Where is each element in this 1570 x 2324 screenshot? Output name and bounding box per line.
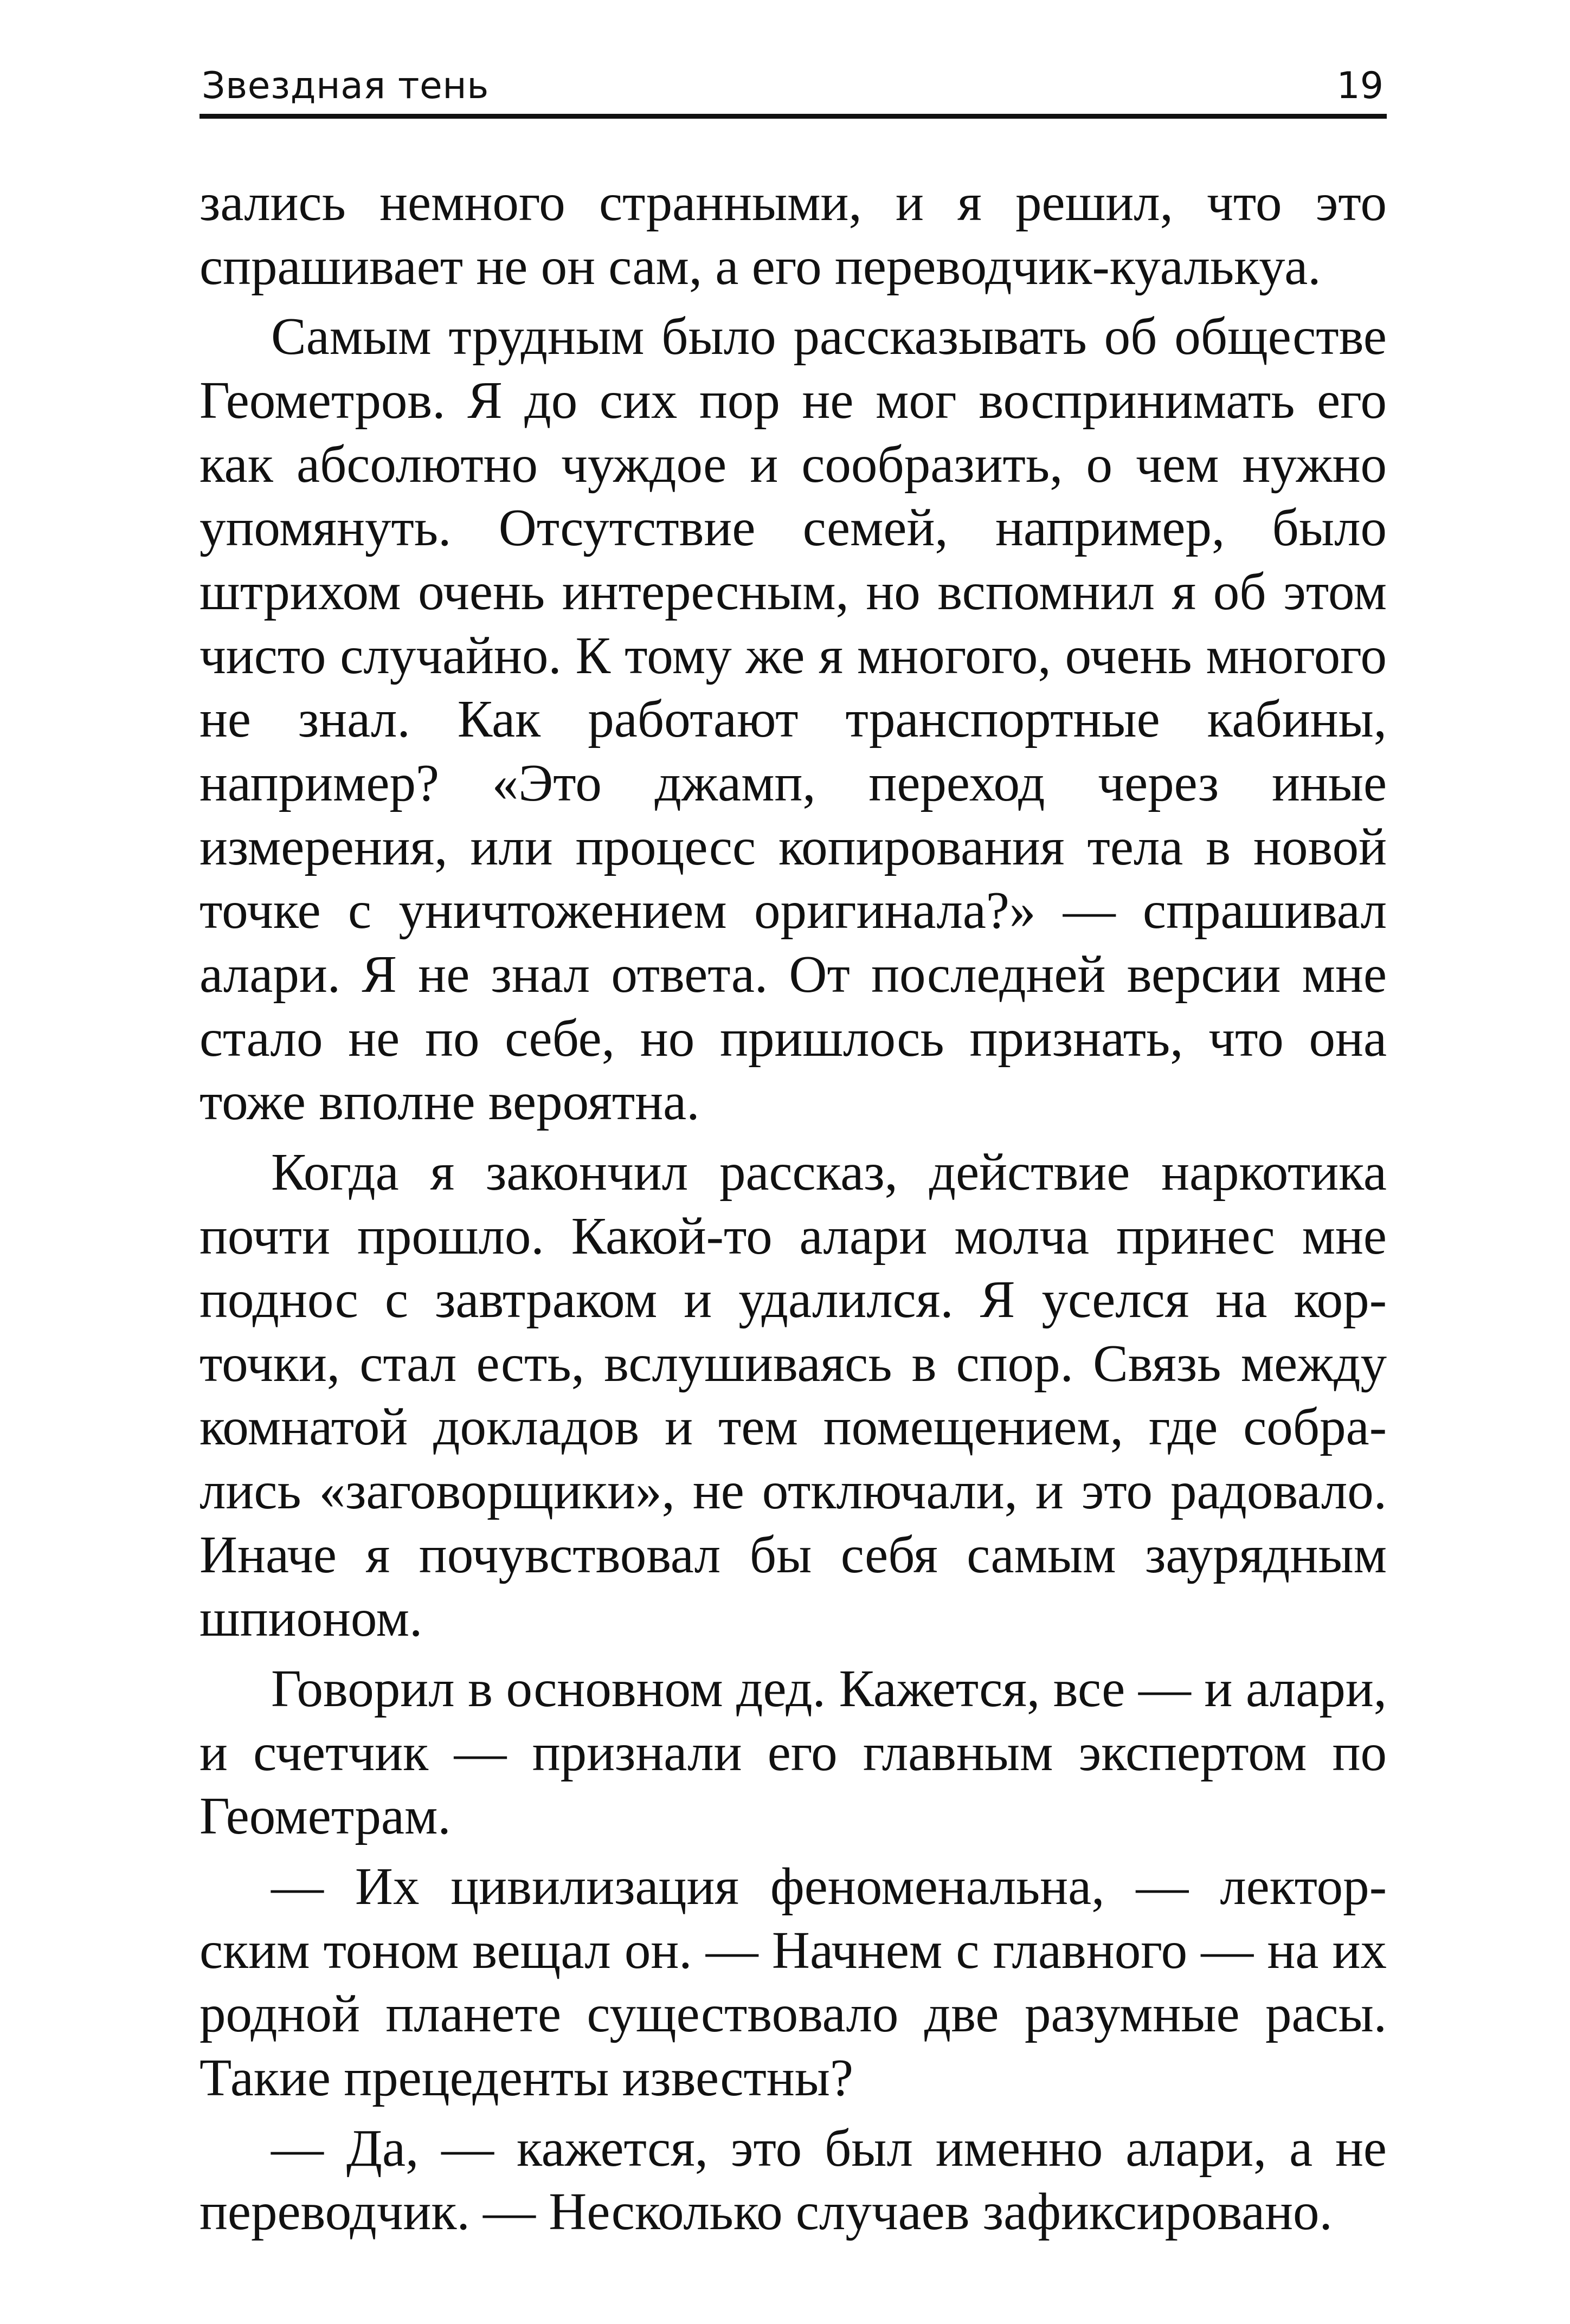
running-header	[200, 54, 1387, 119]
paragraph: — Их цивилизация феноменальна, — лекторским тоном вещал он. — Начнем с главного — на их родной планете существовало две разумные расы. Такие прецеденты известны?	[200, 1857, 1387, 2107]
book-title: Звездная тень	[202, 64, 489, 107]
paragraph: Когда я закончил рассказ, действие наркотика почти прошло. Какой-то алари молча принес мне поднос с завтраком и удалился. Я уселся на корточки, стал есть, вслушиваясь в спор. Связь между комнатой докладов и тем помещением, где собрались «заговорщики», не отключали, и это радовало. Иначе я почувствовал бы себя самым заурядным шпионом.	[200, 1142, 1387, 1648]
page-number: 19	[1336, 64, 1384, 107]
paragraph: Говорил в основном дед. Кажется, все — и алари, и счетчик — признали его главным экспертом по Геометрам.	[200, 1660, 1387, 1845]
body-text	[200, 171, 1387, 2244]
paragraph: Самым трудным было рассказывать об обществе Геометров. Я до сих пор не мог воспринимать его как абсолютно чуждое и сообразить, о чем нужно упомянуть. Отсутствие семей, например, было штрихом очень интересным, но вспомнил я об этом чисто случайно. К тому же я многого, очень многого не знал. Как работают транспортные кабины, например? «Это джамп, переход через иные измерения, или процесс копирования тела в новой точке с уничтожением оригинала?» — спрашивал алари. Я не знал ответа. От последней версии мне стало не по себе, но пришлось признать, что она тоже вполне вероятна.	[200, 307, 1387, 1131]
paragraph: — Да, — кажется, это был именно алари, а не переводчик. — Несколько случаев зафиксировано.	[200, 2119, 1387, 2241]
book-page	[200, 54, 1387, 2250]
paragraph: зались немного странными, и я решил, что это спрашивает не он сам, а его переводчик-куалькуа.	[200, 173, 1387, 295]
